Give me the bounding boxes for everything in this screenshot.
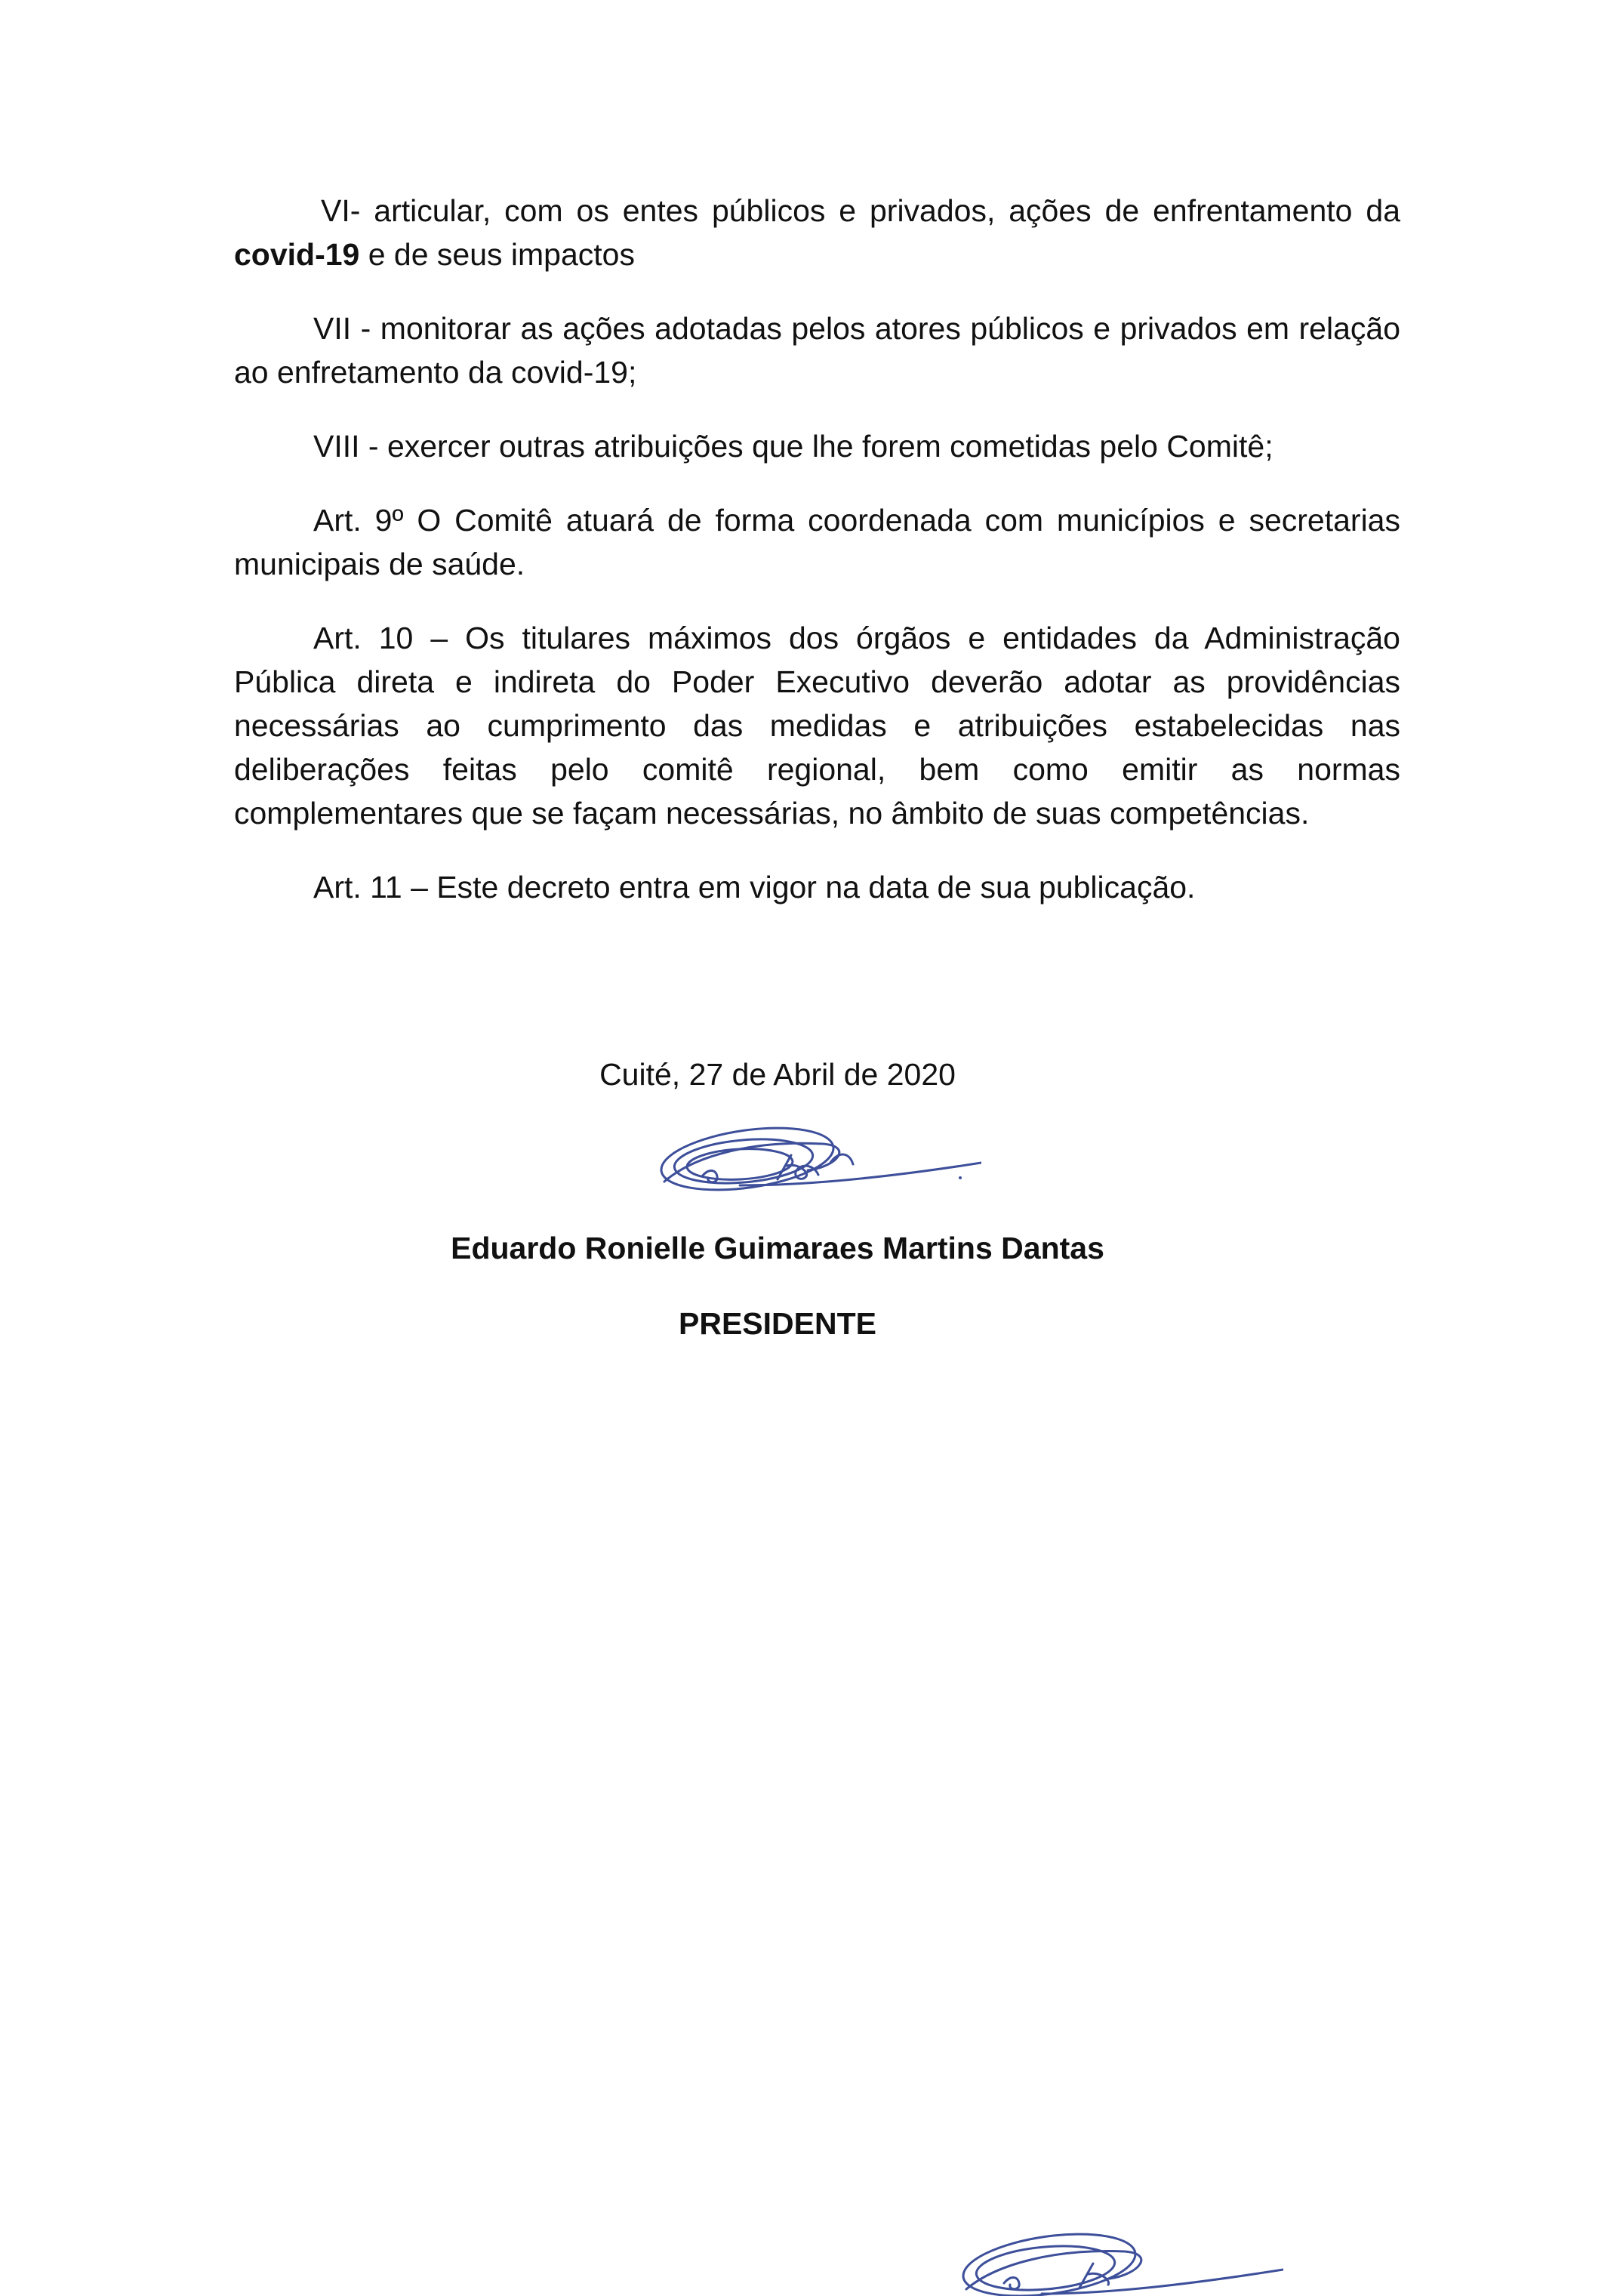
article-11: Art. 11 – Este decreto entra em vigor na data de sua publicação. (313, 870, 1196, 905)
covid-19-bold-term: covid-19 (234, 237, 360, 272)
signatory-title: PRESIDENTE (679, 1306, 876, 1341)
handwritten-signature (649, 1110, 981, 1208)
article-9: Art. 9º O Comitê atuará de forma coordenada com municípios e secretarias municipais de saúde. (234, 503, 1400, 581)
paragraph-vi-suffix: e de seus impactos (359, 237, 635, 272)
paragraph-vi-prefix: VI- articular, com os entes públicos e privados, ações de enfrentamento da (321, 193, 1400, 228)
article-10: Art. 10 – Os titulares máximos dos órgãos e entidades da Administração Pública direta e indireta do Poder Executivo deverão adotar as providências necessárias ao cumprimento das medidas e atribuições estabelecidas nas deliberações feitas pelo comitê regional, bem como emitir as normas complementares que se façam necessárias, no âmbito de suas competências. (234, 621, 1400, 831)
footer-initials-signature (951, 2205, 1283, 2296)
signature-strokes (658, 1118, 981, 1199)
paragraph-vii: VII - monitorar as ações adotadas pelos atores públicos e privados em relação ao enfretamento da covid-19; (234, 311, 1400, 390)
paragraph-vi (234, 189, 1400, 276)
paragraph-viii: VIII - exercer outras atribuições que lhe forem cometidas pelo Comitê; (313, 429, 1273, 464)
signatory-name: Eduardo Ronielle Guimaraes Martins Dantas (451, 1231, 1104, 1265)
date-line: Cuité, 27 de Abril de 2020 (599, 1057, 956, 1092)
document-body (234, 189, 1400, 939)
footer-signature-strokes (959, 2224, 1283, 2296)
